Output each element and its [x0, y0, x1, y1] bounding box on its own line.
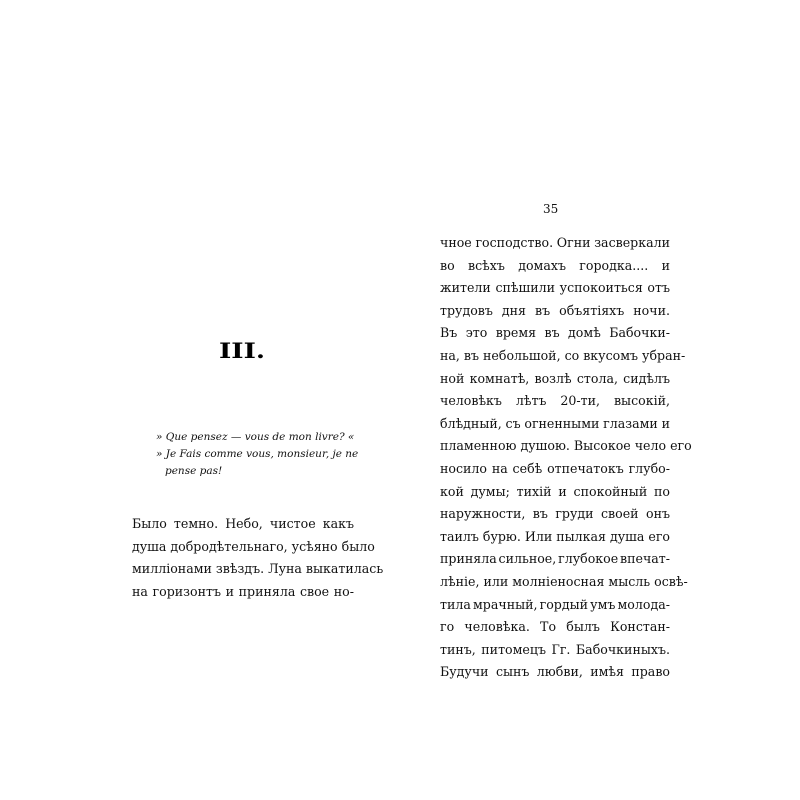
text-line: го человѣка. То былъ Констан- [440, 619, 670, 635]
text-line: тила мрачный, гордый умъ молода- [440, 596, 670, 612]
text-line: ной комнатѣ, возлѣ стола, сидѣлъ [440, 370, 670, 386]
text-line: душа добродѣтельнаго, усѣяно было [132, 538, 375, 554]
text-line: трудовъ дня въ объятіяхъ ночи. [440, 302, 670, 318]
text-line: таилъ бурю. Или пылкая душа его [440, 528, 671, 544]
epigraph-line: » Je Fais comme vous, monsieur, je ne [156, 448, 359, 460]
page-number: 35 [543, 202, 559, 216]
text-line: Было темно. Небо, чистое какъ [132, 516, 354, 531]
text-line: тинъ, питомецъ Гг. Бабочкиныхъ. [440, 641, 670, 657]
text-line: Въ это время въ домѣ Бабочки- [440, 325, 670, 341]
text-line: наружности, въ груди своей онъ [440, 506, 670, 522]
text-line: во всѣхъ домахъ городка.... и [440, 257, 670, 273]
text-line: кой думы; тихій и спокойный по [440, 483, 670, 499]
text-line: на, въ небольшой, со вкусомъ убран- [440, 347, 686, 363]
text-line: на горизонтъ и приняла свое но- [132, 583, 354, 599]
epigraph-line: pense pas! [165, 465, 223, 477]
epigraph-line: » Que pensez — vous de mon livre? « [156, 431, 355, 443]
text-line: милліонами звѣздъ. Луна выкатилась [132, 561, 384, 577]
right-page-body [440, 232, 692, 684]
text-line: приняла сильное, глубокое впечат- [440, 551, 671, 567]
text-line: чное господство. Огни засверкали [440, 235, 670, 250]
text-line: носило на себѣ отпечатокъ глубо- [440, 460, 670, 476]
text-line: лѣніе, или молніеносная мысль освѣ- [440, 573, 688, 589]
text-line: Будучи сынъ любви, имѣя право [440, 664, 670, 680]
text-line: человѣкъ лѣтъ 20-ти, высокій, [440, 393, 670, 409]
text-line: жители спѣшили успокоиться отъ [440, 280, 670, 296]
left-page-body [132, 513, 384, 603]
text-line: блѣдный, съ огненными глазами и [440, 415, 670, 431]
chapter-number: III. [219, 338, 265, 363]
epigraph [156, 429, 366, 480]
text-line: пламенною душою. Высокое чело его [440, 438, 692, 454]
